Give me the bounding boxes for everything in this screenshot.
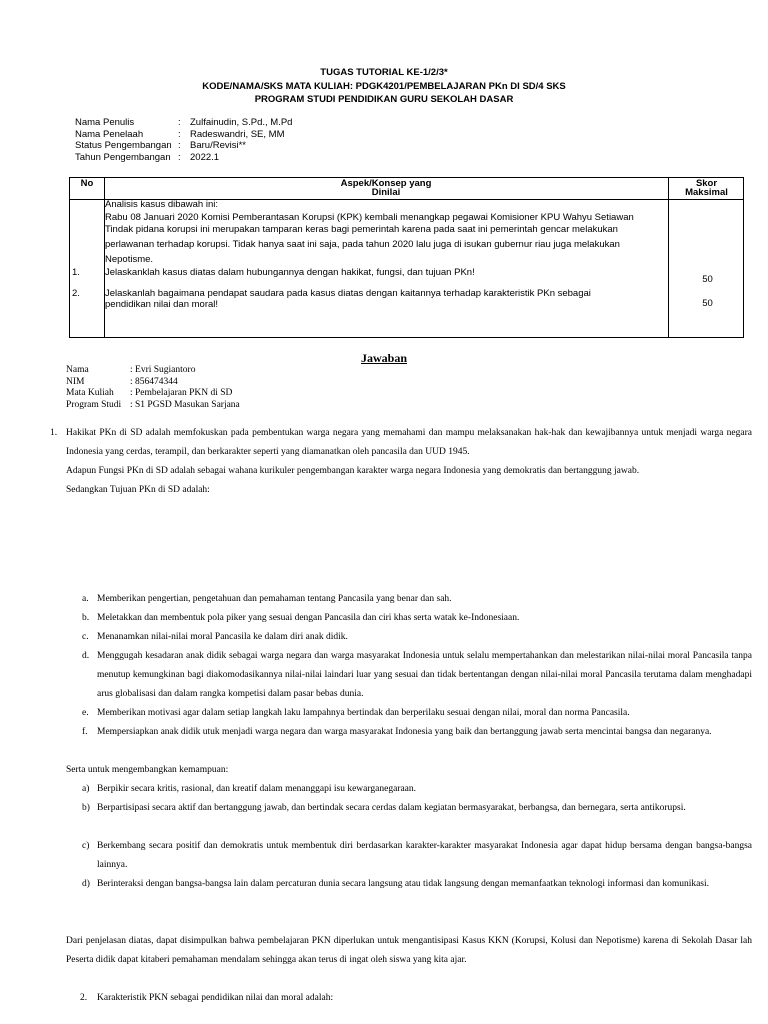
ability-item: Berpartisipasi secara aktif dan bertanggung jawab, dan bertindak secara cerdas dalam kegiatan bermasyarakat, berbangsa, dan bernegara, serta antikorupsi. — [97, 803, 686, 813]
meta-key: Tahun Pengembangan — [75, 151, 171, 163]
identity-value: : 856474344 — [130, 376, 178, 387]
goal-item: Memberikan motivasi agar dalam setiap langkah laku lampahnya bertindak dan berperilaku sesuai dengan nilai, moral dan norma Pancasila. — [97, 708, 630, 718]
identity-row — [66, 365, 240, 377]
meta-row-reviewer: Nama Penelaah : Radeswandri, SE, MM — [75, 128, 285, 140]
case-line: perlawanan terhadap korupsi. Tidak hanya saat ini saja, pada tahun 2020 lalu juga di isukan gubernur riau juga melakukan — [105, 239, 620, 250]
meta-row-status: Status Pengembangan : Baru/Revisi** — [75, 140, 246, 151]
case-title: Analisis kasus dibawah ini: — [105, 199, 219, 210]
question-2-score: 50 — [702, 298, 713, 309]
doc-title: TUGAS TUTORIAL KE-1/2/3* — [320, 67, 448, 78]
ability-marker: b) — [82, 803, 90, 813]
col-score-header-1: Skor — [695, 178, 718, 189]
identity-value: : Pembelajaran PKN di SD — [130, 388, 233, 398]
assignment-table — [69, 177, 744, 338]
answer-2-marker: 2. — [80, 993, 88, 1003]
question-1-score: 50 — [702, 274, 713, 285]
hakikat-paragraph: Hakikat PKn di SD adalah memfokuskan pada pembentukan warga negara yang memahami dan mampu melaksanakan hak-hak dan kewajibannya untuk menjadi warga negara Indonesia yang cerdas, terampil, dan berkarakter seperti yang diamanatkan oleh pancasila dan UUD 1945. — [66, 428, 752, 457]
identity-value: : Evri Sugiantoro — [130, 365, 196, 375]
question-1-number: 1. — [72, 267, 80, 278]
col-no-header: No — [80, 178, 94, 189]
question-1-text: Jelaskanklah kasus diatas dalam hubungannya dengan hakikat, fungsi, dan tujuan PKn! — [105, 267, 475, 278]
identity-key: NIM — [66, 376, 85, 387]
goal-item: Mempersiapkan anak didik utuk menjadi warga negara dan warga masyarakat Indonesia yang baik dan bertanggung jawab serta mencintai bangsa dan negaranya. — [97, 727, 712, 737]
goal-marker: c. — [82, 632, 89, 642]
table-divider — [668, 178, 669, 337]
question-2-number: 2. — [72, 288, 80, 299]
identity-value: : S1 PGSD Masukan Sarjana — [130, 399, 240, 410]
answer-1-body — [66, 424, 752, 500]
ability-item: Berkembang secara positif dan demokratis untuk membentuk diri berdasarkan karakter-karakter masyarakat Indonesia agar dapat hidup bersama dengan bangsa-bangsa lainnya. — [97, 841, 752, 870]
identity-row — [66, 400, 240, 412]
meta-row-author: Nama Penulis : Zulfainudin, S.Pd., M.Pd — [75, 117, 293, 128]
answer-title: Jawaban — [360, 351, 407, 365]
meta-value: Radeswandri, SE, MM — [190, 128, 285, 140]
case-line: Nepotisme. — [105, 254, 154, 265]
meta-value: Baru/Revisi** — [190, 140, 246, 151]
meta-value: 2022.1 — [190, 151, 220, 163]
course-line: KODE/NAMA/SKS MATA KULIAH: PDGK4201/PEMBELAJARAN PKn DI SD/4 SKS — [202, 81, 566, 92]
goal-item: Menggugah kesadaran anak didik sebagai warga negara dan warga masyarakat Indonesia untuk selalu mempertahankan dan melestarikan nilai-nilai moral Pancasila tanpa menutup kemungkinan bagi diakomodasikannya nilai-nilai laindari luar yang sesuai dan tidak bertentangan dengan nilai-nilai moral Pancasila terutama dalam menghadapi arus globalisasi dan dalam rangka kompetisi dalam pasar bebas dunia. — [97, 651, 752, 699]
question-2-text-2: pendidikan nilai dan moral! — [105, 299, 219, 310]
case-line: Tindak pidana korupsi ini merupakan tamparan keras bagi pemerintah karena pada saat ini pemerintah gencar melakukan — [105, 224, 618, 235]
goal-marker: d. — [82, 651, 90, 661]
ability-marker: c) — [82, 841, 90, 851]
identity-key: Mata Kuliah — [66, 388, 114, 398]
student-identity — [66, 365, 240, 411]
question-2-text-1: Jelaskanlah bagaimana pendapat saudara pada kasus diatas dengan kaitannya terhadap karakteristik PKn sebagai — [105, 288, 591, 299]
answer-1-marker: 1. — [50, 428, 58, 438]
answer-2-intro: Karakteristik PKN sebagai pendidikan nilai dan moral adalah: — [97, 993, 334, 1003]
identity-key: Nama — [66, 365, 89, 375]
meta-value: Zulfainudin, S.Pd., M.Pd — [190, 117, 293, 128]
abilities-intro: Serta untuk mengembangkan kemampuan: — [66, 765, 229, 775]
meta-row-year: Tahun Pengembangan : 2022.1 — [75, 151, 220, 163]
program-line: PROGRAM STUDI PENDIDIKAN GURU SEKOLAH DASAR — [254, 94, 514, 105]
tujuan-intro: Sedangkan Tujuan PKn di SD adalah: — [66, 485, 210, 495]
ability-marker: a) — [82, 784, 90, 794]
case-line: Rabu 08 Januari 2020 Komisi Pemberantasan Korupsi (KPK) kembali menangkap pegawai Komisioner KPU Wahyu Setiawan — [105, 212, 634, 223]
goal-marker: e. — [82, 708, 89, 718]
goal-marker: b. — [82, 613, 90, 623]
ability-item: Berpikir secara kritis, rasional, dan kreatif dalam menanggapi isu kewarganegaraan. — [97, 784, 417, 794]
goal-item: Memberikan pengertian, pengetahuan dan pemahaman tentang Pancasila yang benar dan sah. — [97, 594, 452, 604]
identity-row — [66, 377, 240, 389]
ability-marker: d) — [82, 879, 90, 889]
goal-item: Meletakkan dan membentuk pola piker yang sesuai dengan Pancasila dan ciri khas serta watak ke-Indonesiaan. — [97, 613, 520, 623]
meta-block — [75, 117, 292, 163]
col-score-header-2: Maksimal — [685, 187, 728, 198]
meta-key: Nama Penulis — [75, 117, 135, 128]
col-aspect-header-1: Aspek/Konsep yang — [340, 178, 432, 189]
identity-row — [66, 388, 240, 400]
conclusion-paragraph: Dari penjelasan diatas, dapat disimpulkan bahwa pembelajaran PKN diperlukan untuk mengantisipasi Kasus KKN (Korupsi, Kolusi dan Nepotisme) karena di Sekolah Dasar lah Peserta didik dapat kitaberi pemahaman mendalam sehingga akan terus di ingat oleh siswa yang kita ajar. — [66, 936, 752, 965]
ability-item: Berinteraksi dengan bangsa-bangsa lain dalam percaturan dunia secara langsung atau tidak langsung dengan memanfaatkan teknologi informasi dan komunikasi. — [97, 879, 710, 889]
fungsi-paragraph: Adapun Fungsi PKn di SD adalah sebagai wahana kurikuler pengembangan karakter warga negara Indonesia yang demokratis dan bertanggung jawab. — [66, 466, 640, 476]
identity-key: Program Studi — [66, 399, 122, 410]
meta-key: Status Pengembangan — [75, 140, 172, 151]
goal-marker: f. — [82, 727, 88, 737]
col-aspect-header-2: Dinilai — [371, 187, 401, 198]
meta-key: Nama Penelaah — [75, 128, 144, 140]
goal-marker: a. — [82, 594, 89, 604]
goal-item: Menanamkan nilai-nilai moral Pancasila ke dalam diri anak didik. — [97, 632, 348, 642]
